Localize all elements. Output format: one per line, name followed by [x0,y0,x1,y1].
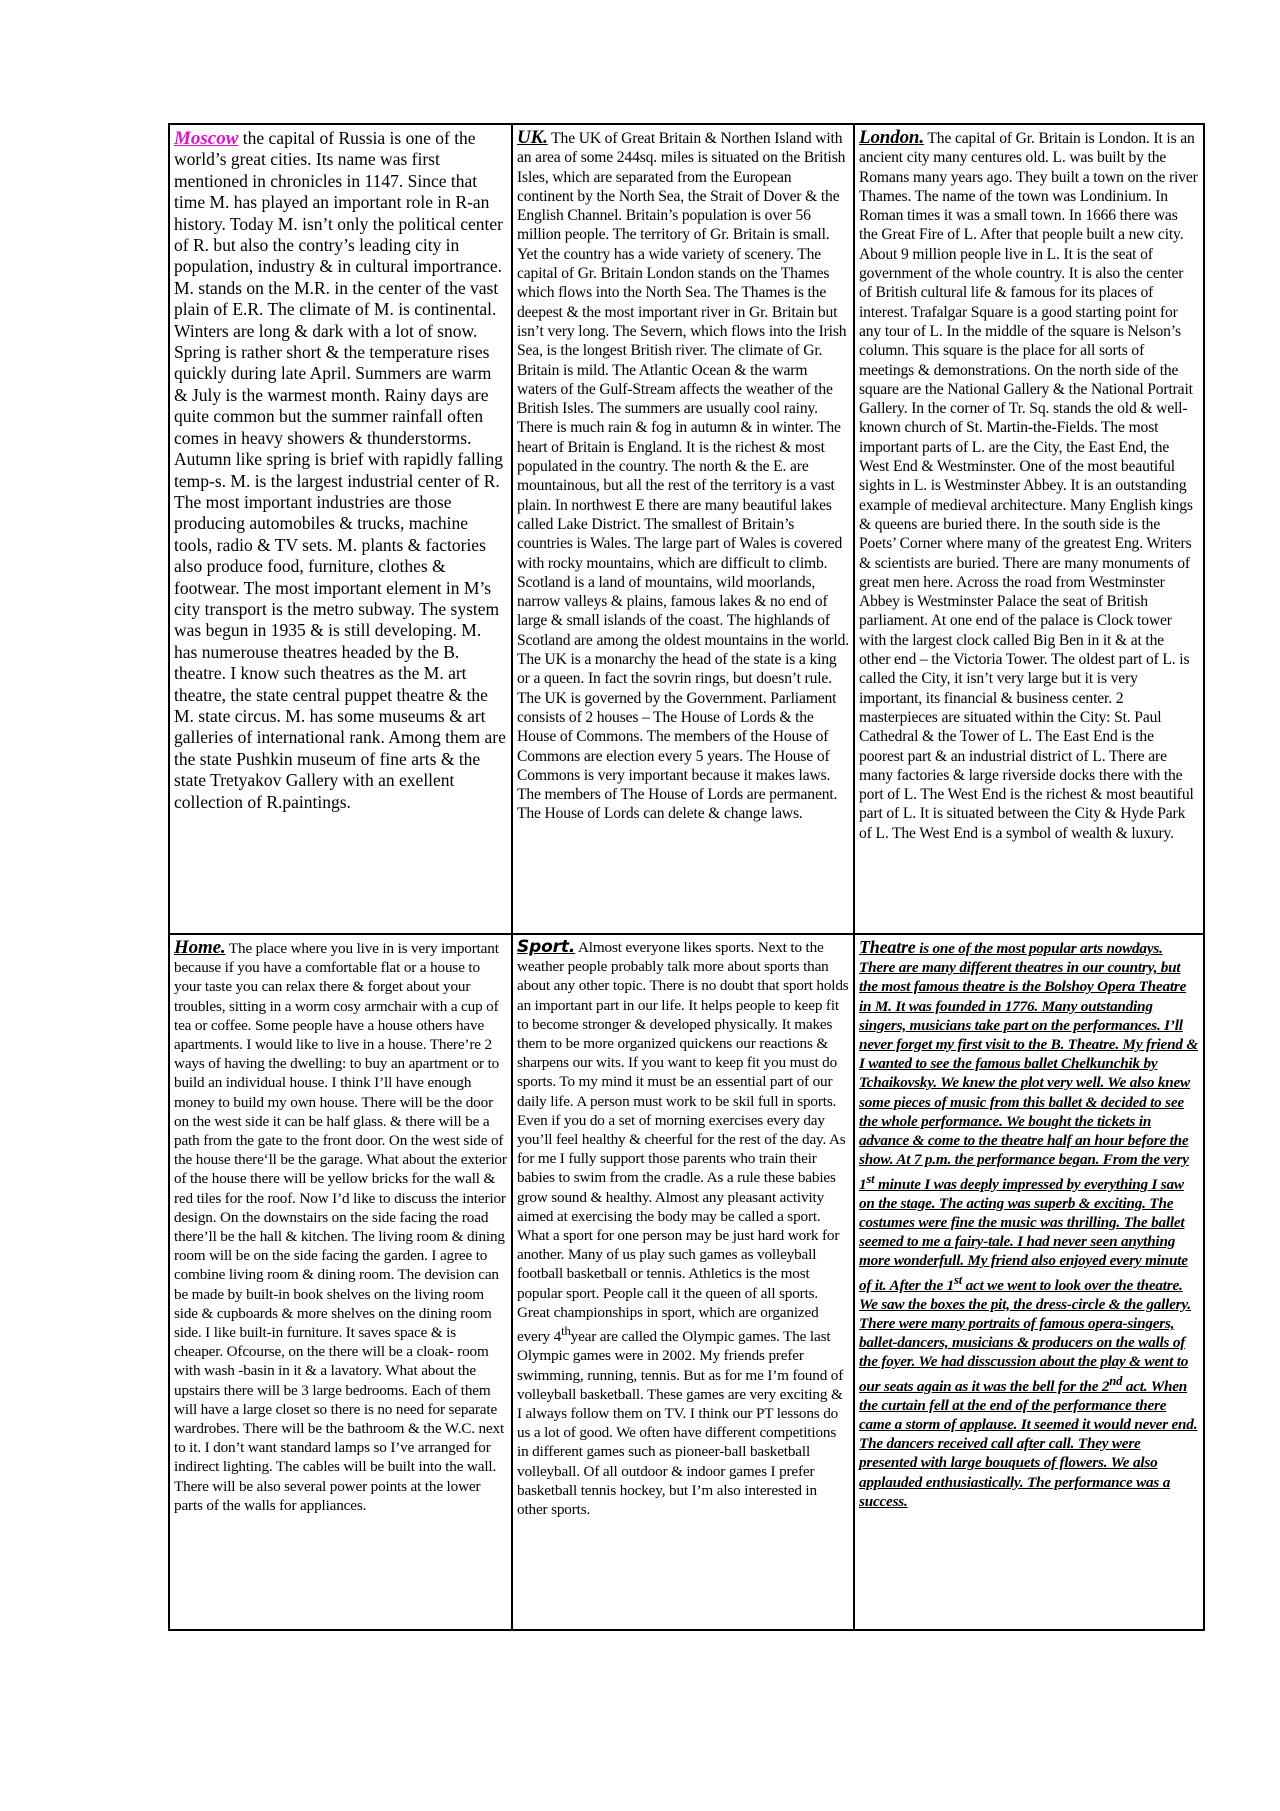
text-theatre-part1: is one of the most popular arts nowdays. There are many different theatres in our country, but the most famous theatre is the Bolshoy Opera Theatre in M. It was founded in 1776. Many outstanding singers, musicians take part on the performances. I’ll never forget my first visit to the B. Theatre. My friend & I wanted to see the famous ballet Chelkunchik by Tchaikovsky. We knew the plot very well. We also knew some pieces of music from this ballet & decided to see the whole performance. We bought the tickets in advance & come to the theatre half an hour before the show. At 7 p.m. the performance began. From the very 1 [859,940,1198,1193]
text-moscow: the capital of Russia is one of the world’s great cities. Its name was first mentioned in chronicles in 1147. Since that time M. has played an important role in R-an history. Today M. isn’t only the political center of R. but also the contry’s leading city in population, industry & in cultural importrance. M. stands on the M.R. in the center of the vast plain of E.R. The climate of M. is continental. Winters are long & dark with a lot of snow. Spring is rather short & the temperature rises quickly during late April. Summers are warm & July is the warmest month. Rainy days are quite common but the summer rainfall often comes in heavy showers & thunderstorms. Autumn like spring is brief with rapidly falling temp-s. M. is the largest industrial center of R. The most important industries are those producing automobiles & trucks, machine tools, radio & TV sets. M. plants & factories also produce food, furniture, clothes & footwear. The most important element in M’s city transport is the metro subway. The system was begun in 1935 & is still developing. M. has numerouse theatres headed by the B. theatre. I know such theatres as the M. art theatre, the state central puppet theatre & the M. state circus. M. has some museums & art galleries of international rank. Among them are the state Pushkin museum of fine arts & the state Tretyakov Gallery with an exellent collection of R.paintings. [174,128,506,812]
heading-moscow: Moscow [174,128,239,149]
text-theatre-part3: act we went to look over the theatre. We saw the boxes the pit, the dress-circle & the gallery. There were many portraits of famous opera-singers, ballet-dancers, musicians & producers on the walls of the foyer. We had disscussion about the play & went to our seats again as it was the bell for the 2 [859,1276,1191,1395]
text-sport-part1: Almost everyone likes sports. Next to the weather people probably talk more about sports than about any other topic. There is no doubt that sport holds an important part in our life. It helps people to keep fit to become stronger & developed physically. It makes them to be more organized quickens our reactions & sharpens our wits. If you want to keep fit you must do sports. To my mind it must be an essential part of our daily life. A person must work to be skil full in sports. Even if you do a set of morning exercises every day you’ll feel healthy & cheerful for the rest of the day. As for me I fully support those parents who train their babies to swim from the cradle. As a rule these babies grow sound & healthy. Almost any pleasant activity aimed at exercising the body may be called a sport. What a sport for one person may be just hard work for another. Many of us play such games as volleyball football basketball or tennis. Athletics is the most popular sport. People call it the queen of all sports. Great championships in sport, which are organized every 4 [517,939,849,1346]
superscript-st: st [866,1171,875,1186]
superscript-th: th [561,1324,571,1339]
text-sport-part2: year are called the Olympic games. The last Olympic games were in 2002. My friends prefer swimming, running, tennis. But as for me I’m found of volleyball basketball. These games are very exciting & I always follow them on TV. I think our PT lessons do us a lot of good. We often have different competitions in different games such as pioneer-ball basketball volleyball. Of all outdoor & indoor games I prefer basketball tennis hockey, but I’m also interested in other sports. [517,1328,844,1518]
cell-london [854,124,1204,934]
superscript-nd: nd [1109,1373,1123,1388]
text-theatre-part4: act. When the curtain fell at the end of the performance there came a storm of applause. It seemed it would never end. The dancers received call after call. They were presented with large bouquets of flowers. We also applauded enthusiastically. The performance was a success. [859,1377,1198,1510]
cell-home [169,934,512,1630]
text-london: The capital of Gr. Britain is London. It is an ancient city many centures old. L. was built by the Romans many years ago. They built a town on the river Thames. The name of the town was Londinium. In Roman times it was a small town. In 1666 there was the Great Fire of L. After that people built a new city. About 9 million people live in L. It is the seat of government of the whole country. It is also the center of British cultural life & famous for its places of interest. Trafalgar Square is a good starting point for any tour of L. In the middle of the square is Nelson’s column. This square is the place for all sorts of meetings & demonstrations. On the north side of the square are the National Gallery & the National Portrait Gallery. In the corner of Tr. Sq. stands the old & well-known church of St. Martin-the-Fields. The most important parts of L. are the City, the East End, the West End & Westminster. One of the most beautiful sights in L. is Westminster Abbey. It is an outstanding example of medieval architecture. Many English kings & queens are buried there. In the south side is the Poets’ Corner where many of the greatest Eng. Writers & scientists are buried. There are many monuments of great men here. Across the road from Westminster Abbey is Westminster Palace the seat of British parliament. At one end of the palace is Clock tower with the largest clock called Big Ben in it & at the other end – the Victoria Tower. The oldest part of L. is called the City, it isn’t very large but it is very important, its financial & business center. 2 masterpieces are situated within the City: St. Paul Cathedral & the Tower of L. The East End is the poorest part & an industrial district of L. There are many factories & large riverside docks there with the port of L. The West End is the richest & most beautiful part of L. It is situated between the City & Hyde Park of L. The West End is a symbol of wealth & luxury. [859,130,1198,842]
table-row [169,934,1204,1630]
heading-sport: Sport. [517,937,576,957]
cell-theatre [854,934,1204,1630]
cell-moscow [169,124,512,934]
heading-home: Home. [174,937,226,958]
text-uk: The UK of Great Britain & Northen Island with an area of some 244sq. miles is situated on the British Isles, which are separated from the European continent by the North Sea, the Strait of Dover & the English Channel. Britain’s population is over 56 million people. The territory of Gr. Britain is small. Yet the country has a wide variety of scenery. The capital of Gr. Britain London stands on the Thames which flows into the North Sea. The Thames is the deepest & the most important river in Gr. Britain but isn’t very long. The Severn, which flows into the Irish Sea, is the longest British river. The climate of Gr. Britain is mild. The Atlantic Ocean & the warm waters of the Gulf-Stream affects the weather of the British Isles. The summers are usually cool rainy. There is much rain & fog in autumn & in winter. The heart of Britain is England. It is the richest & most populated in the country. The north & the E. are mountainous, but all the rest of the territory is a vast plain. In northwest E there are many beautiful lakes called Lake District. The smallest of Britain’s countries is Wales. The large part of Wales is covered with rocky mountains, which are difficult to climb. Scotland is a land of mountains, wild moorlands, narrow valleys & plains, famous lakes & no end of large & small islands of the coast. The highlands of Scotland are among the oldest mountains in the world. The UK is a monarchy the head of the state is a king or a queen. In fact the sovrin rings, but doesn’t rule. The UK is governed by the Government. Parliament consists of 2 houses – The House of Lords & the House of Commons. The members of the House of Commons are election every 5 years. The House of Commons is very important because it makes laws. The members of The House of Lords are permanent. The House of Lords can delete & change laws. [517,130,850,823]
text-home: The place where you live in is very important because if you have a comfortable flat or a house to your taste you can relax there & forget about your troubles, sitting in a worm cosy armchair with a cup of tea or coffee. Some people have a house others have apartments. I would like to live in a house. There’re 2 ways of having the dwelling: to buy an apartment or to build an individual house. I think I’ll have enough money to build my own house. There will be the door on the west side it can be half glass. & there will be a path from the gate to the front door. On the west side of the house there‘ll be the garage. What about the exterior of the house there will be yellow bricks for the wall & red tiles for the roof. Now I’d like to discuss the interior design. On the downstairs on the side facing the road there’ll be the hall & kitchen. The living room & dining room will be on the side facing the garden. I agree to combine living room & dining room. The devision can be made by built-in book shelves on the living room side & cupboards & more shelves on the dining room side. I like built-in furniture. It saves space & is cheaper. Ofcourse, on the there will be a cloak- room with wash -basin in it & a lavatory. What about the upstairs there will be 3 large bedrooms. Each of them will have a large closet so there is no need for separate wardrobes. There will be the bathroom & the W.C. next to it. I don’t want standard lamps so I’ve arranged for indirect lighting. The cables will be built into the wall. There will be also several power points at the lower parts of the walls for appliances. [174,940,507,1514]
heading-theatre: Theatre [859,937,916,957]
heading-london: London. [859,127,924,148]
text-theatre-part2: minute I was deeply impressed by everything I saw on the stage. The acting was superb & exciting. The costumes were fine the music was thrilling. The ballet seemed to me a fairy-tale. I had never seen anything more wonderfull. My friend also enjoyed every minute of it. After the 1 [859,1175,1188,1294]
cell-uk [512,124,854,934]
heading-uk: UK. [517,127,548,148]
cell-sport [512,934,854,1630]
superscript-st: st [953,1272,963,1287]
topics-table [168,123,1205,1631]
table-row [169,124,1204,934]
